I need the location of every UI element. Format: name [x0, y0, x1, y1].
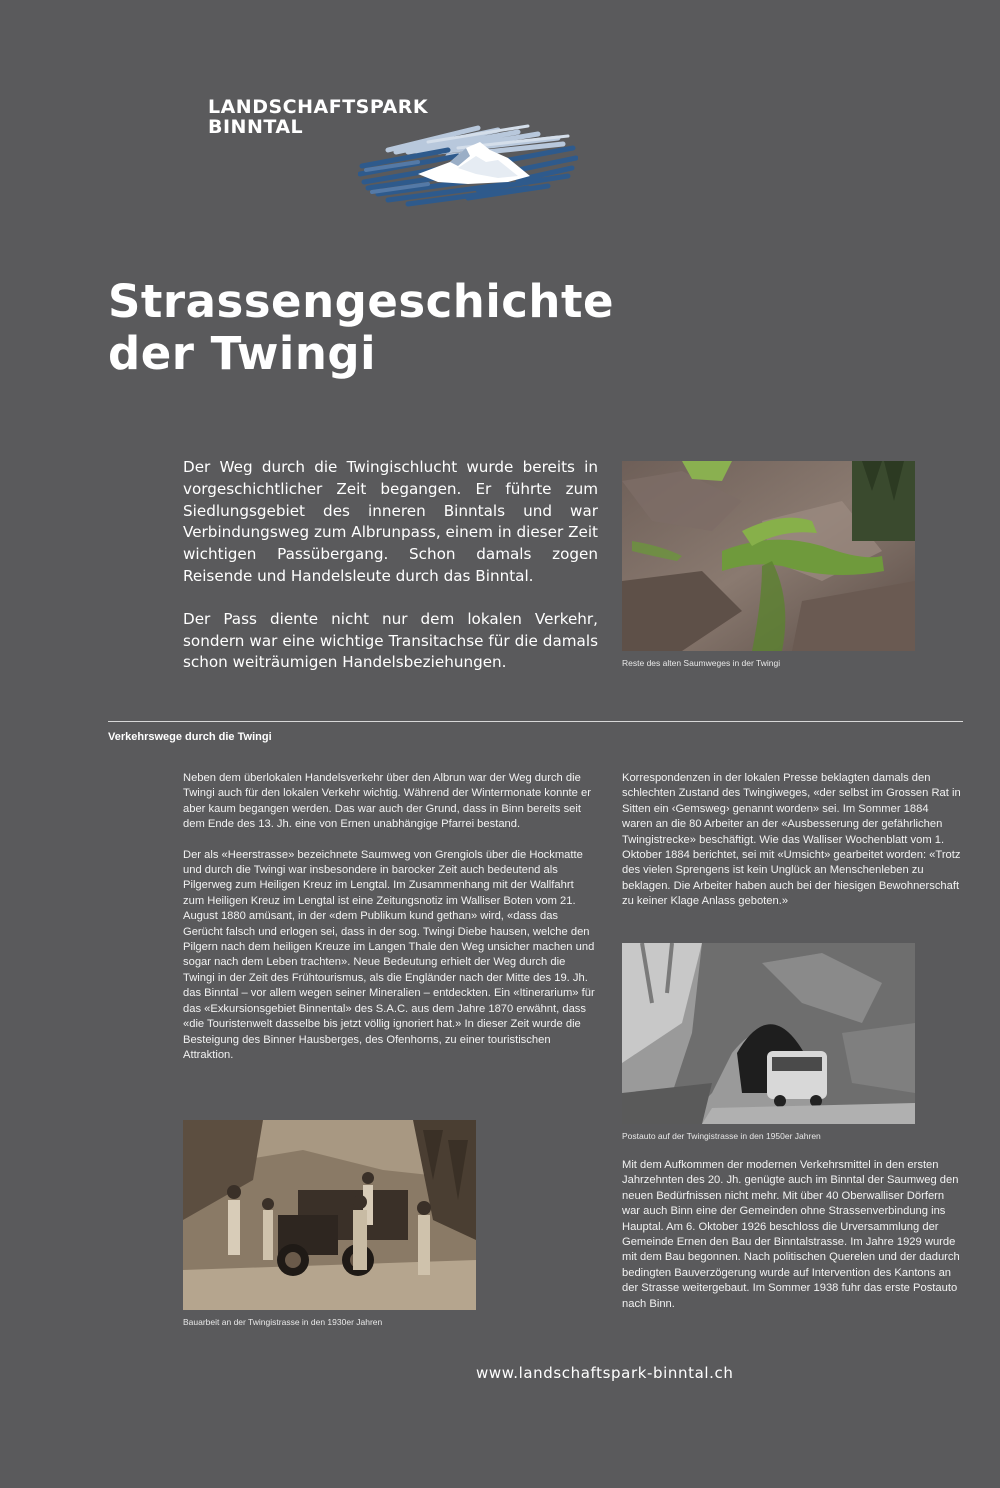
construction-caption: Bauarbeit an der Twingistrasse in den 1930er Jahren [183, 1317, 383, 1327]
page-title [108, 276, 808, 380]
title-line-1: Strassengeschichte [108, 275, 614, 328]
right-paragraph-2: Mit dem Aufkommen der modernen Verkehrsmittel in den ersten Jahrzehnten des 20. Jh. genügte auch im Binntal der Saumweg den neuen Bedürfnissen nicht mehr. Mit über 40 Oberwalliser Dörfern war auch Binn eine der Gemeinden ohne Strassenverbindung ins Hauptal. Am 6. Oktober 1926 beschloss die Urversammlung der Gemeinde Ernen den Bau der Binntalstrasse. Im Jahre 1929 wurde mit dem Bau begonnen. Nach politischen Querelen und der dadurch bedingten Bauverzögerung wurde auf Intervention des Kantons an der Strasse weitergebaut. Im Sommer 1938 fuhr das erste Postauto nach Binn. [622, 1159, 960, 1310]
mountain-logo-icon [358, 122, 578, 208]
right-column-bottom [622, 1158, 962, 1327]
section-heading: Verkehrswege durch die Twingi [108, 731, 272, 743]
mule-path-photo [622, 461, 915, 651]
postbus-tunnel-photo [622, 943, 915, 1124]
website-url: www.landschaftspark-binntal.ch [476, 1364, 734, 1382]
right-paragraph-1: Korrespondenzen in der lokalen Presse beklagten damals den schlechten Zustand des Twingiweges, «der selbst im Grossen Rat in Sitten ein ‹Gemsweg› genannt worden» sei. Im Sommer 1884 waren an die 80 Arbeiter an der «Ausbesserung der gefährlichen Twingistrecke» beschäftigt. Wie das Walliser Wochenblatt vom 1. Oktober 1884 berichtet, sei mit «Umsicht» gearbeitet worden: «Trotz des vielen Sprengens ist kein Unglück an Menschenleben zu beklagen. Die Arbeiter haben auch bei der hiesigen Bewohnerschaft zu keiner Klage Anlass geboten.» [622, 772, 961, 908]
intro-text [183, 457, 598, 695]
road-construction-photo [183, 1120, 476, 1310]
intro-paragraph-1: Der Weg durch die Twingischlucht wurde bereits in vorgeschichtlicher Zeit begangen. Er führte zum Siedlungsgebiet des inneren Binntals und war Verbindungsweg zum Albrunpass, einem in dieser Zeit wichtigen Passübergang. Schon damals zogen Reisende und Handelsleute durch das Binntal. [183, 458, 598, 585]
mule-path-caption: Reste des alten Saumweges in der Twingi [622, 658, 781, 668]
intro-paragraph-2: Der Pass diente nicht nur dem lokalen Verkehr, sondern war eine wichtige Transitachse für die damals schon weiträumigen Handelsbeziehungen. [183, 609, 598, 672]
right-column-top [622, 771, 962, 925]
title-line-2: der Twingi [108, 327, 377, 380]
section-divider [108, 721, 963, 722]
logo-line-2: BINNTAL [208, 116, 304, 138]
logo-line-1: LANDSCHAFTSPARK [208, 96, 429, 118]
left-column [183, 771, 595, 1078]
left-paragraph-2: Der als «Heerstrasse» bezeichnete Saumweg von Grengiols über die Hockmatte und durch die Twingi war insbesondere in barocker Zeit auch bedeutend als Pilgerweg zum Heiligen Kreuz im Lengtal. Im Zusammenhang mit der Wallfahrt zum Heiligen Kreuz im Lengtal ist eine Zeitungsnotiz im Walliser Boten vom 21. August 1880 amüsant, in der «dem Publikum kund gethan» wird, «dass das Gerücht falsch und erlogen sei, dass in der sog. Twingi Diebe hausen, welche den Pilgern nach dem heiligen Kreuze im Langen Thale den Weg unsicher machen und sogar nach dem Leben trachten». Neue Bedeutung erhielt der Weg durch die Twingi in der Zeit des Frühtourismus, als die Engländer nach der Mitte des 19. Jh. das Binntal – vor allem wegen seiner Mineralien – entdeckten. Ein «Itinerarium» für das «Exkursionsgebiet Binnental» des S.A.C. aus dem Jahre 1870 erwähnt, dass «die Touristenwelt dasselbe bis jetzt völlig ignoriert hat.» In dieser Zeit wurde die Besteigung des Binner Hausberges, des Ofenhorns, zu einer touristischen Attraktion. [183, 848, 595, 1061]
left-paragraph-1: Neben dem überlokalen Handelsverkehr über den Albrun war der Weg durch die Twingi auch für den lokalen Verkehr wichtig. Während der Wintermonate konnte er aber kaum begangen werden. Das war auch der Grund, dass in Binn bereits seit dem Ende des 13. Jh. eine von Ernen unabhängige Pfarrei bestand. [183, 772, 591, 831]
tunnel-caption: Postauto auf der Twingistrasse in den 1950er Jahren [622, 1131, 821, 1141]
